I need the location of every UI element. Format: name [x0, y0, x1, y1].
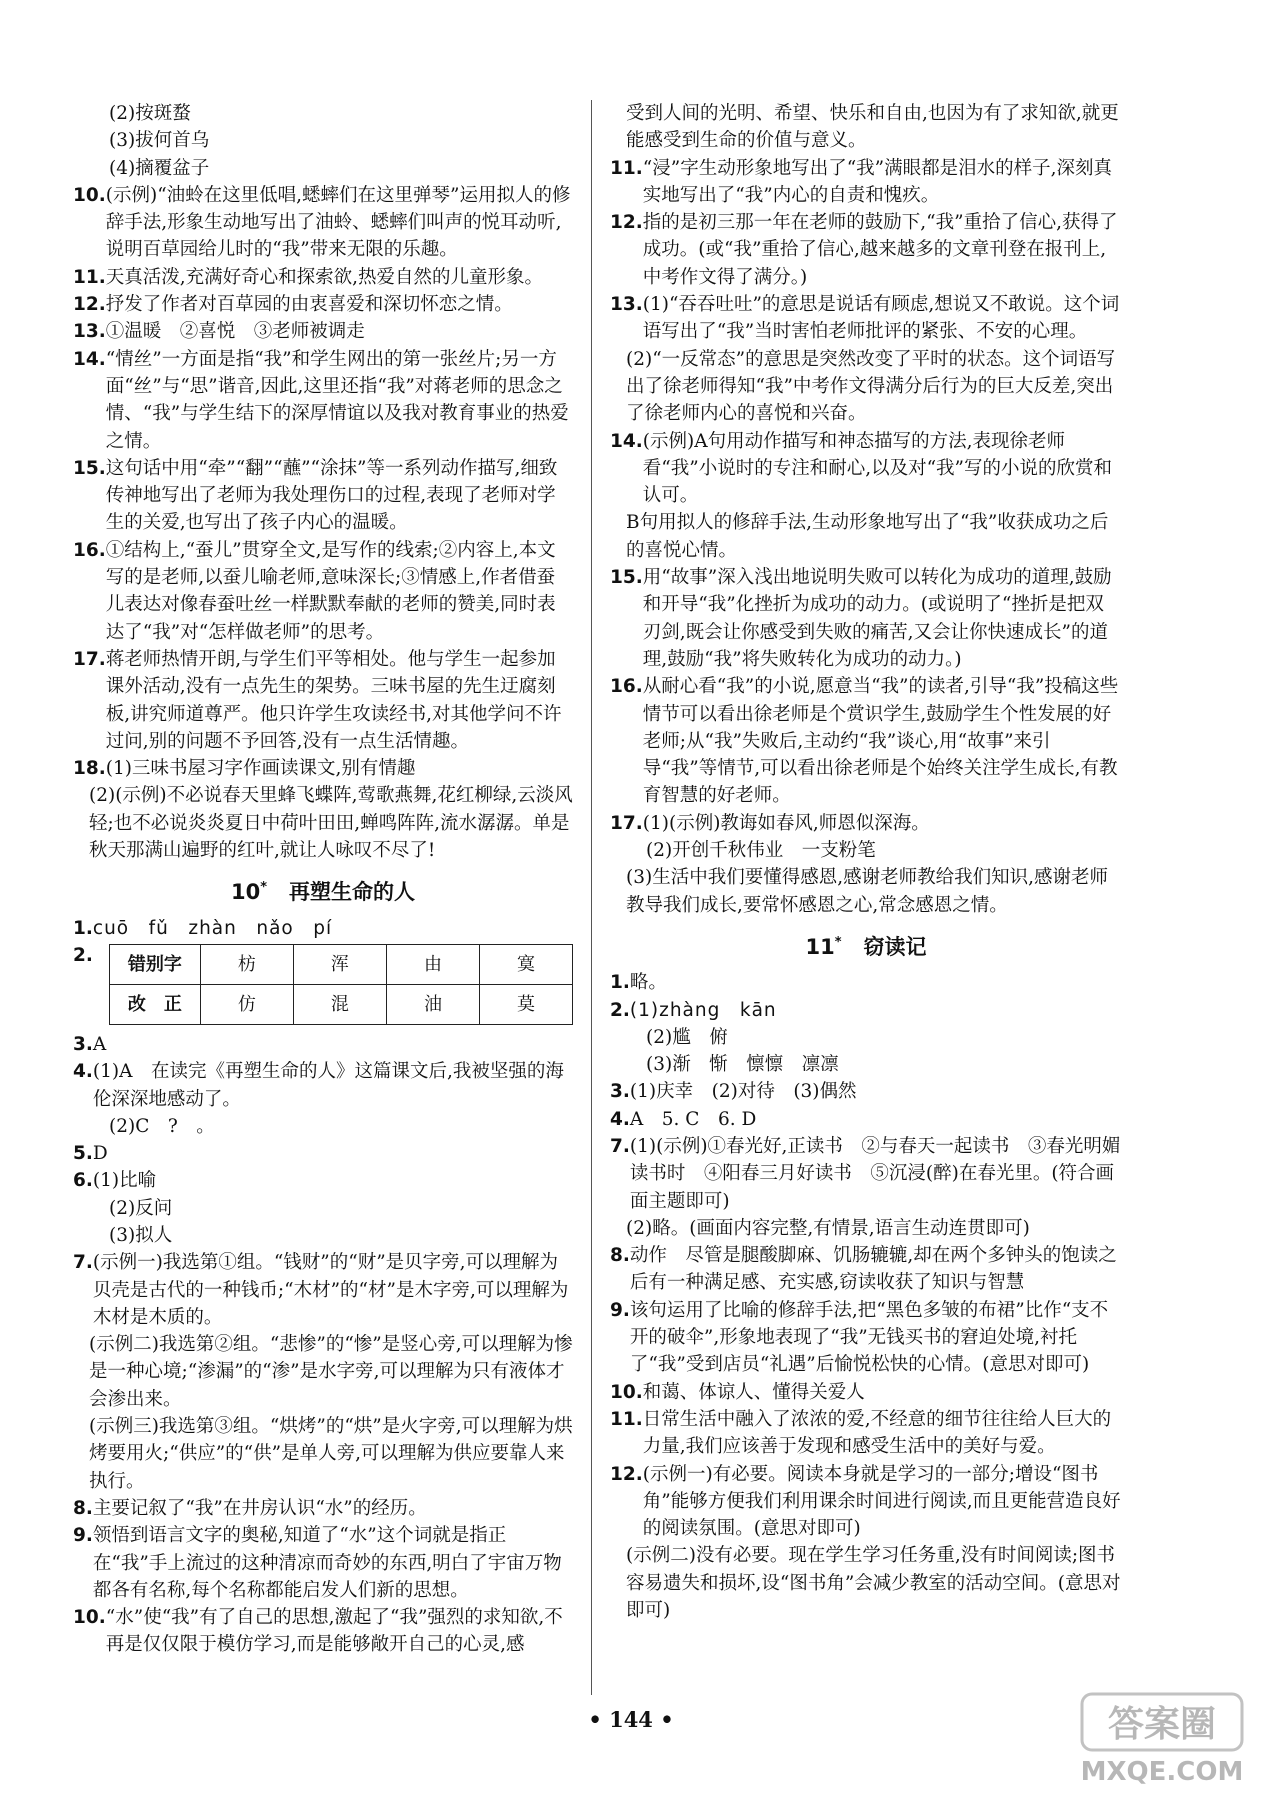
item-text: (1)(示例)①春光好,正读书 ②与春天一起读书 ③春光明媚读书时 ④阳春三月好读书 ⑤沉浸(醉)在春光里。(符合画面主题即可) — [629, 1135, 1121, 1212]
answer-item — [610, 810, 1122, 837]
item-number: 5. — [73, 1143, 93, 1165]
item-number: 17. — [73, 648, 106, 670]
item-text: (示例)“油蛉在这里低唱,蟋蟀们在这里弹琴”运用拟人的修辞手法,形象生动地写出了油蛉、蟋蟀们叫声的悦耳动听,说明百草园给儿时的“我”带来无限的乐趣。 — [105, 184, 571, 261]
item-text: “情丝”一方面是指“我”和学生网出的第一张丝片;另一方面“丝”与“思”谐音,因此,这里还指“我”对蒋老师的思念之情、“我”与学生结下的深厚情谊以及我对教育事业的热爱之情。 — [105, 348, 569, 452]
answer-item — [610, 1542, 1122, 1624]
answer-item — [610, 1242, 1122, 1297]
answer-item — [73, 100, 573, 127]
answer-item — [610, 1051, 1122, 1078]
item-text: 领悟到语言文字的奥秘,知道了“水”这个词就是指正在“我”手上流过的这种清凉而奇妙的东西,明白了宇宙万物都各有名称,每个名称都能启发人们新的思想。 — [92, 1525, 562, 1601]
item-text: (示例二)我选第②组。“悲惨”的“惨”是竖心旁,可以理解为惨是一种心境;“渗漏”的“渗”是水字旁,可以理解为只有液体才会渗出来。 — [89, 1334, 573, 1410]
pinyin-answer: cuō fǔ zhàn nǎo pí — [92, 917, 333, 939]
item-number: 8. — [610, 1245, 630, 1267]
answer-item — [610, 1024, 1122, 1051]
answer-item — [73, 318, 573, 345]
answer-item — [610, 1215, 1122, 1242]
item-number: 8. — [73, 1497, 93, 1519]
answer-item — [73, 346, 573, 455]
table-cell: 浑 — [293, 944, 386, 984]
item-text: 动作 尽管是腿酸脚麻、饥肠辘辘,却在两个多钟头的饱读之后有一种满足感、充实感,窃读收获了知识与智慧 — [629, 1245, 1117, 1294]
item-number: 13. — [73, 321, 106, 343]
section-mark: * — [834, 934, 842, 950]
item-text: “水”使“我”有了自己的思想,激起了“我”强烈的求知欲,不再是仅仅限于模仿学习,而是能够敞开自己的心灵,感 — [105, 1607, 563, 1656]
item-text: (2)按斑蝥 — [109, 103, 191, 124]
left-top-answers — [73, 100, 573, 864]
right-column — [610, 100, 1122, 1624]
answer-item — [73, 646, 573, 755]
item-text: A 5. C 6. D — [629, 1108, 757, 1130]
item-number: 3. — [610, 1081, 630, 1103]
item-text: (2)反问 — [109, 1197, 173, 1219]
item-number: 4. — [610, 1108, 630, 1130]
table-header-cell: 错别字 — [109, 944, 200, 984]
item-text: (1)A 在读完《再塑生命的人》这篇课文后,我被坚强的海伦深深地感动了。 — [92, 1061, 564, 1110]
item-number: 3. — [73, 1033, 93, 1055]
answer-item — [610, 1078, 1122, 1105]
item-text: 蒋老师热情开朗,与学生们平等相处。他与学生一起参加课外活动,没有一点先生的架势。三味书屋的先生迂腐刻板,讲究师道尊严。他只许学生攻读经书,对其他学问不许过问,别的问题不予回答,没有一点生活情趣。 — [105, 648, 562, 752]
item-number: 16. — [73, 539, 106, 561]
item-text: (3)生活中我们要懂得感恩,感谢老师教给我们知识,感谢老师教导我们成长,要常怀感恩之心,常念感恩之情。 — [626, 867, 1108, 916]
answer-item — [73, 155, 573, 182]
watermark-logo — [1078, 1690, 1248, 1790]
left-bottom-answers — [73, 1031, 573, 1659]
answer-item — [73, 264, 573, 291]
answer-item — [610, 1461, 1122, 1543]
answer-item — [610, 1379, 1122, 1406]
item-number: 12. — [73, 294, 106, 316]
item-number: 16. — [610, 676, 643, 698]
item-text: (1)三味书屋习字作画读课文,别有情趣 — [105, 758, 416, 780]
item-text: 日常生活中融入了浓浓的爱,不经意的细节往往给人巨大的力量,我们应该善于发现和感受生活中的美好与爱。 — [642, 1408, 1112, 1458]
item-number: 18. — [73, 758, 106, 780]
table-cell: 油 — [386, 984, 479, 1024]
answer-item — [73, 291, 573, 318]
item-number: 13. — [610, 294, 643, 316]
section-heading-10 — [73, 874, 573, 906]
item-number: 1. — [73, 917, 93, 939]
answer-item — [73, 1058, 573, 1113]
svg-text:答案圈: 答案圈 — [1107, 1704, 1217, 1745]
answer-item — [73, 127, 573, 154]
answer-item — [73, 1604, 573, 1659]
item-text: 略。 — [629, 972, 667, 994]
answer-item — [73, 1249, 573, 1331]
answer-item — [610, 1406, 1122, 1461]
column-divider — [591, 100, 592, 1695]
answer-item — [73, 782, 573, 864]
item-number: 6. — [73, 1170, 93, 1192]
answer-item — [610, 509, 1122, 564]
answer-item — [73, 1167, 573, 1194]
item-text: (示例一)我选第①组。“钱财”的“财”是贝字旁,可以理解为贝壳是古代的一种钱币;“木材”的“材”是木字旁,可以理解为木材是木质的。 — [92, 1252, 569, 1328]
item-number: 14. — [73, 348, 106, 370]
item-text: 天真活泼,充满好奇心和探索欲,热爱自然的儿童形象。 — [105, 266, 544, 288]
answer-item — [610, 1297, 1122, 1379]
item-text: ①结构上,“蚕儿”贯穿全文,是写作的线索;②内容上,本文写的是老师,以蚕儿喻老师,意味深长;③情感上,作者借蚕儿表达对像春蚕吐丝一样默默奉献的老师的赞美,同时表达了“我”对“怎样做老师”的思考。 — [105, 539, 556, 643]
table-cell: 混 — [293, 984, 386, 1024]
item-text: (1)庆幸 (2)对待 (3)偶然 — [629, 1081, 857, 1103]
answer-item — [610, 155, 1122, 210]
section-title: 窃读记 — [863, 934, 927, 959]
item-text: (3)渐 惭 懔懔 凛凛 — [646, 1054, 839, 1076]
section-number: 10 — [230, 880, 261, 905]
table-header-cell: 改 正 — [109, 984, 200, 1024]
item-number: 11. — [73, 266, 106, 288]
section-mark: * — [260, 880, 268, 896]
answer-item — [610, 1133, 1122, 1215]
answer-item — [73, 942, 573, 1031]
item-text: (2)C ? 。 — [109, 1115, 215, 1137]
item-text: (2)“一反常态”的意思是突然改变了平时的状态。这个词语写出了徐老师得知“我”中考作文得满分后行为的巨大反差,突出了徐老师内心的喜悦和兴奋。 — [626, 348, 1116, 425]
item-number: 15. — [73, 457, 106, 479]
item-text: (1)比喻 — [92, 1170, 157, 1192]
answer-item — [610, 673, 1122, 809]
item-text: 用“故事”深入浅出地说明失败可以转化为成功的道理,鼓励和开导“我”化挫折为成功的动力。(或说明了“挫折是把双刃剑,既会让你感受到失败的痛苦,又会让你快速成长”的道理,鼓励“我”将失败转化为成功的动力。) — [642, 567, 1112, 670]
item-text: (2)尴 俯 — [646, 1026, 728, 1048]
table-cell: 莫 — [479, 984, 572, 1024]
item-text: “浸”字生动形象地写出了“我”满眼都是泪水的样子,深刻真实地写出了“我”内心的自责和愧疚。 — [642, 157, 1112, 206]
answer-item — [610, 564, 1122, 673]
table-cell: 仿 — [200, 984, 293, 1024]
item-text: ①温暖 ②喜悦 ③老师被调走 — [105, 321, 365, 343]
answer-item — [73, 1495, 573, 1522]
table-row — [109, 944, 572, 984]
item-number: 15. — [610, 567, 643, 589]
item-number: 2. — [610, 999, 630, 1021]
answer-item — [610, 864, 1122, 919]
answer-item — [73, 915, 573, 942]
answer-item — [73, 755, 573, 782]
section-number: 11 — [805, 934, 835, 959]
answer-item — [73, 1331, 573, 1413]
item-text: 抒发了作者对百草园的由衷喜爱和深切怀恋之情。 — [105, 294, 513, 316]
answer-item — [73, 1522, 573, 1604]
item-text: 和蔼、体谅人、懂得关爱人 — [642, 1381, 865, 1403]
answer-item — [73, 1140, 573, 1167]
item-number: 17. — [610, 812, 643, 834]
answer-item — [610, 997, 1122, 1024]
answer-item — [73, 1222, 573, 1249]
item-number: 10. — [610, 1381, 643, 1403]
item-text: (1)(示例)教诲如春风,师恩似深海。 — [642, 812, 930, 834]
item-number: 12. — [610, 212, 643, 234]
item-number: 4. — [73, 1061, 93, 1083]
item-number: 9. — [73, 1525, 93, 1547]
answer-item — [73, 182, 573, 264]
item-number: 10. — [73, 184, 106, 206]
page-number: • 144 • — [588, 1707, 674, 1732]
item-text: (示例一)有必要。阅读本身就是学习的一部分;增设“图书角”能够方便我们利用课余时间进行阅读,而且更能营造良好的阅读氛围。(意思对即可) — [642, 1463, 1121, 1540]
item-number: 1. — [610, 972, 630, 994]
item-text: (2)略。(画面内容完整,有情景,语言生动连贯即可) — [626, 1217, 1030, 1239]
item-text: 主要记叙了“我”在井房认识“水”的经历。 — [92, 1497, 427, 1519]
answer-item — [610, 969, 1122, 996]
right-bottom-answers — [610, 969, 1122, 1624]
item-text: 从耐心看“我”的小说,愿意当“我”的读者,引导“我”投稿这些情节可以看出徐老师是个赏识学生,鼓励学生个性发展的好老师;从“我”失败后,主动约“我”谈心,用“故事”来引导“我”等情节,可以看出徐老师是个始终关注学生成长,有教育智慧的好老师。 — [642, 676, 1119, 807]
answer-item — [73, 1413, 573, 1495]
item-text: (示例三)我选第③组。“烘烤”的“烘”是火字旁,可以理解为烘烤要用火;“供应”的“供”是单人旁,可以理解为供应要靠人来执行。 — [89, 1416, 573, 1492]
item-text: 这句话中用“牵”“翻”“蘸”“涂抹”等一系列动作描写,细致传神地写出了老师为我处理伤口的过程,表现了老师对学生的关爱,也写出了孩子内心的温暖。 — [105, 457, 558, 534]
item-number: 11. — [610, 1408, 643, 1430]
table-cell: 枋 — [200, 944, 293, 984]
item-text: (1)zhàng kān — [629, 999, 777, 1021]
answer-item — [73, 455, 573, 537]
item-number: 2. — [73, 944, 93, 966]
item-number: 9. — [610, 1299, 630, 1321]
item-text: (3)拔何首乌 — [109, 130, 210, 152]
right-top-answers — [610, 100, 1122, 919]
item-number: 14. — [610, 430, 643, 452]
item-text: (3)拟人 — [109, 1224, 173, 1246]
answer-item — [73, 537, 573, 646]
left-column — [73, 100, 573, 1659]
item-text: (2)开创千秋伟业 一支粉笔 — [646, 840, 876, 862]
answer-item — [610, 346, 1122, 428]
answer-item — [73, 1113, 573, 1140]
item-number: 12. — [610, 1463, 643, 1485]
table-cell: 由 — [386, 944, 479, 984]
answer-item — [610, 209, 1122, 291]
section-title: 再塑生命的人 — [289, 880, 416, 905]
item-number: 7. — [73, 1252, 93, 1274]
item-text: (示例)A句用动作描写和神态描写的方法,表现徐老师看“我”小说时的专注和耐心,以及对“我”写的小说的欣赏和认可。 — [642, 430, 1112, 507]
answer-item — [610, 428, 1122, 510]
item-number: 7. — [610, 1135, 630, 1157]
item-text: D — [92, 1143, 108, 1165]
item-text: (4)摘覆盆子 — [109, 157, 210, 179]
answer-item — [73, 1031, 573, 1058]
answer-item — [610, 100, 1122, 155]
item-number: 10. — [73, 1607, 106, 1629]
section-heading-11 — [610, 929, 1122, 961]
item-text: (1)“吞吞吐吐”的意思是说话有顾虑,想说又不敢说。这个词语写出了“我”当时害怕老师批评的紧张、不安的心理。 — [642, 294, 1120, 343]
item-text: (2)(示例)不必说春天里蜂飞蝶阵,莺歌燕舞,花红柳绿,云淡风轻;也不必说炎炎夏日中荷叶田田,蝉鸣阵阵,流水潺潺。单是秋天那满山遍野的红叶,就让人咏叹不尽了! — [89, 785, 573, 862]
item-text: (示例二)没有必要。现在学生学习任务重,没有时间阅读;图书容易遗失和损坏,设“图书角”会减少教室的活动空间。(意思对即可) — [626, 1545, 1121, 1622]
item-number: 11. — [610, 157, 643, 179]
svg-text:MXQE.COM: MXQE.COM — [1080, 1757, 1244, 1787]
answer-item — [610, 1106, 1122, 1133]
item-text: B句用拟人的修辞手法,生动形象地写出了“我”收获成功之后的喜悦心情。 — [626, 512, 1109, 561]
table-cell: 寞 — [479, 944, 572, 984]
correction-table — [109, 944, 573, 1025]
item-text: A — [92, 1033, 107, 1055]
item-text: 受到人间的光明、希望、快乐和自由,也因为有了求知欲,就更能感受到生命的价值与意义。 — [626, 103, 1119, 152]
table-row — [109, 984, 572, 1024]
answer-item — [610, 291, 1122, 346]
answer-item — [73, 1195, 573, 1222]
item-text: 该句运用了比喻的修辞手法,把“黑色多皱的布裙”比作“支不开的破伞”,形象地表现了“我”无钱买书的窘迫处境,衬托了“我”受到店员“礼遇”后愉悦松快的心情。(意思对即可) — [629, 1299, 1109, 1376]
item-text: 指的是初三那一年在老师的鼓励下,“我”重拾了信心,获得了成功。(或“我”重拾了信心,越来越多的文章刊登在报刊上,中考作文得了满分。) — [642, 212, 1118, 288]
answer-item — [610, 837, 1122, 864]
